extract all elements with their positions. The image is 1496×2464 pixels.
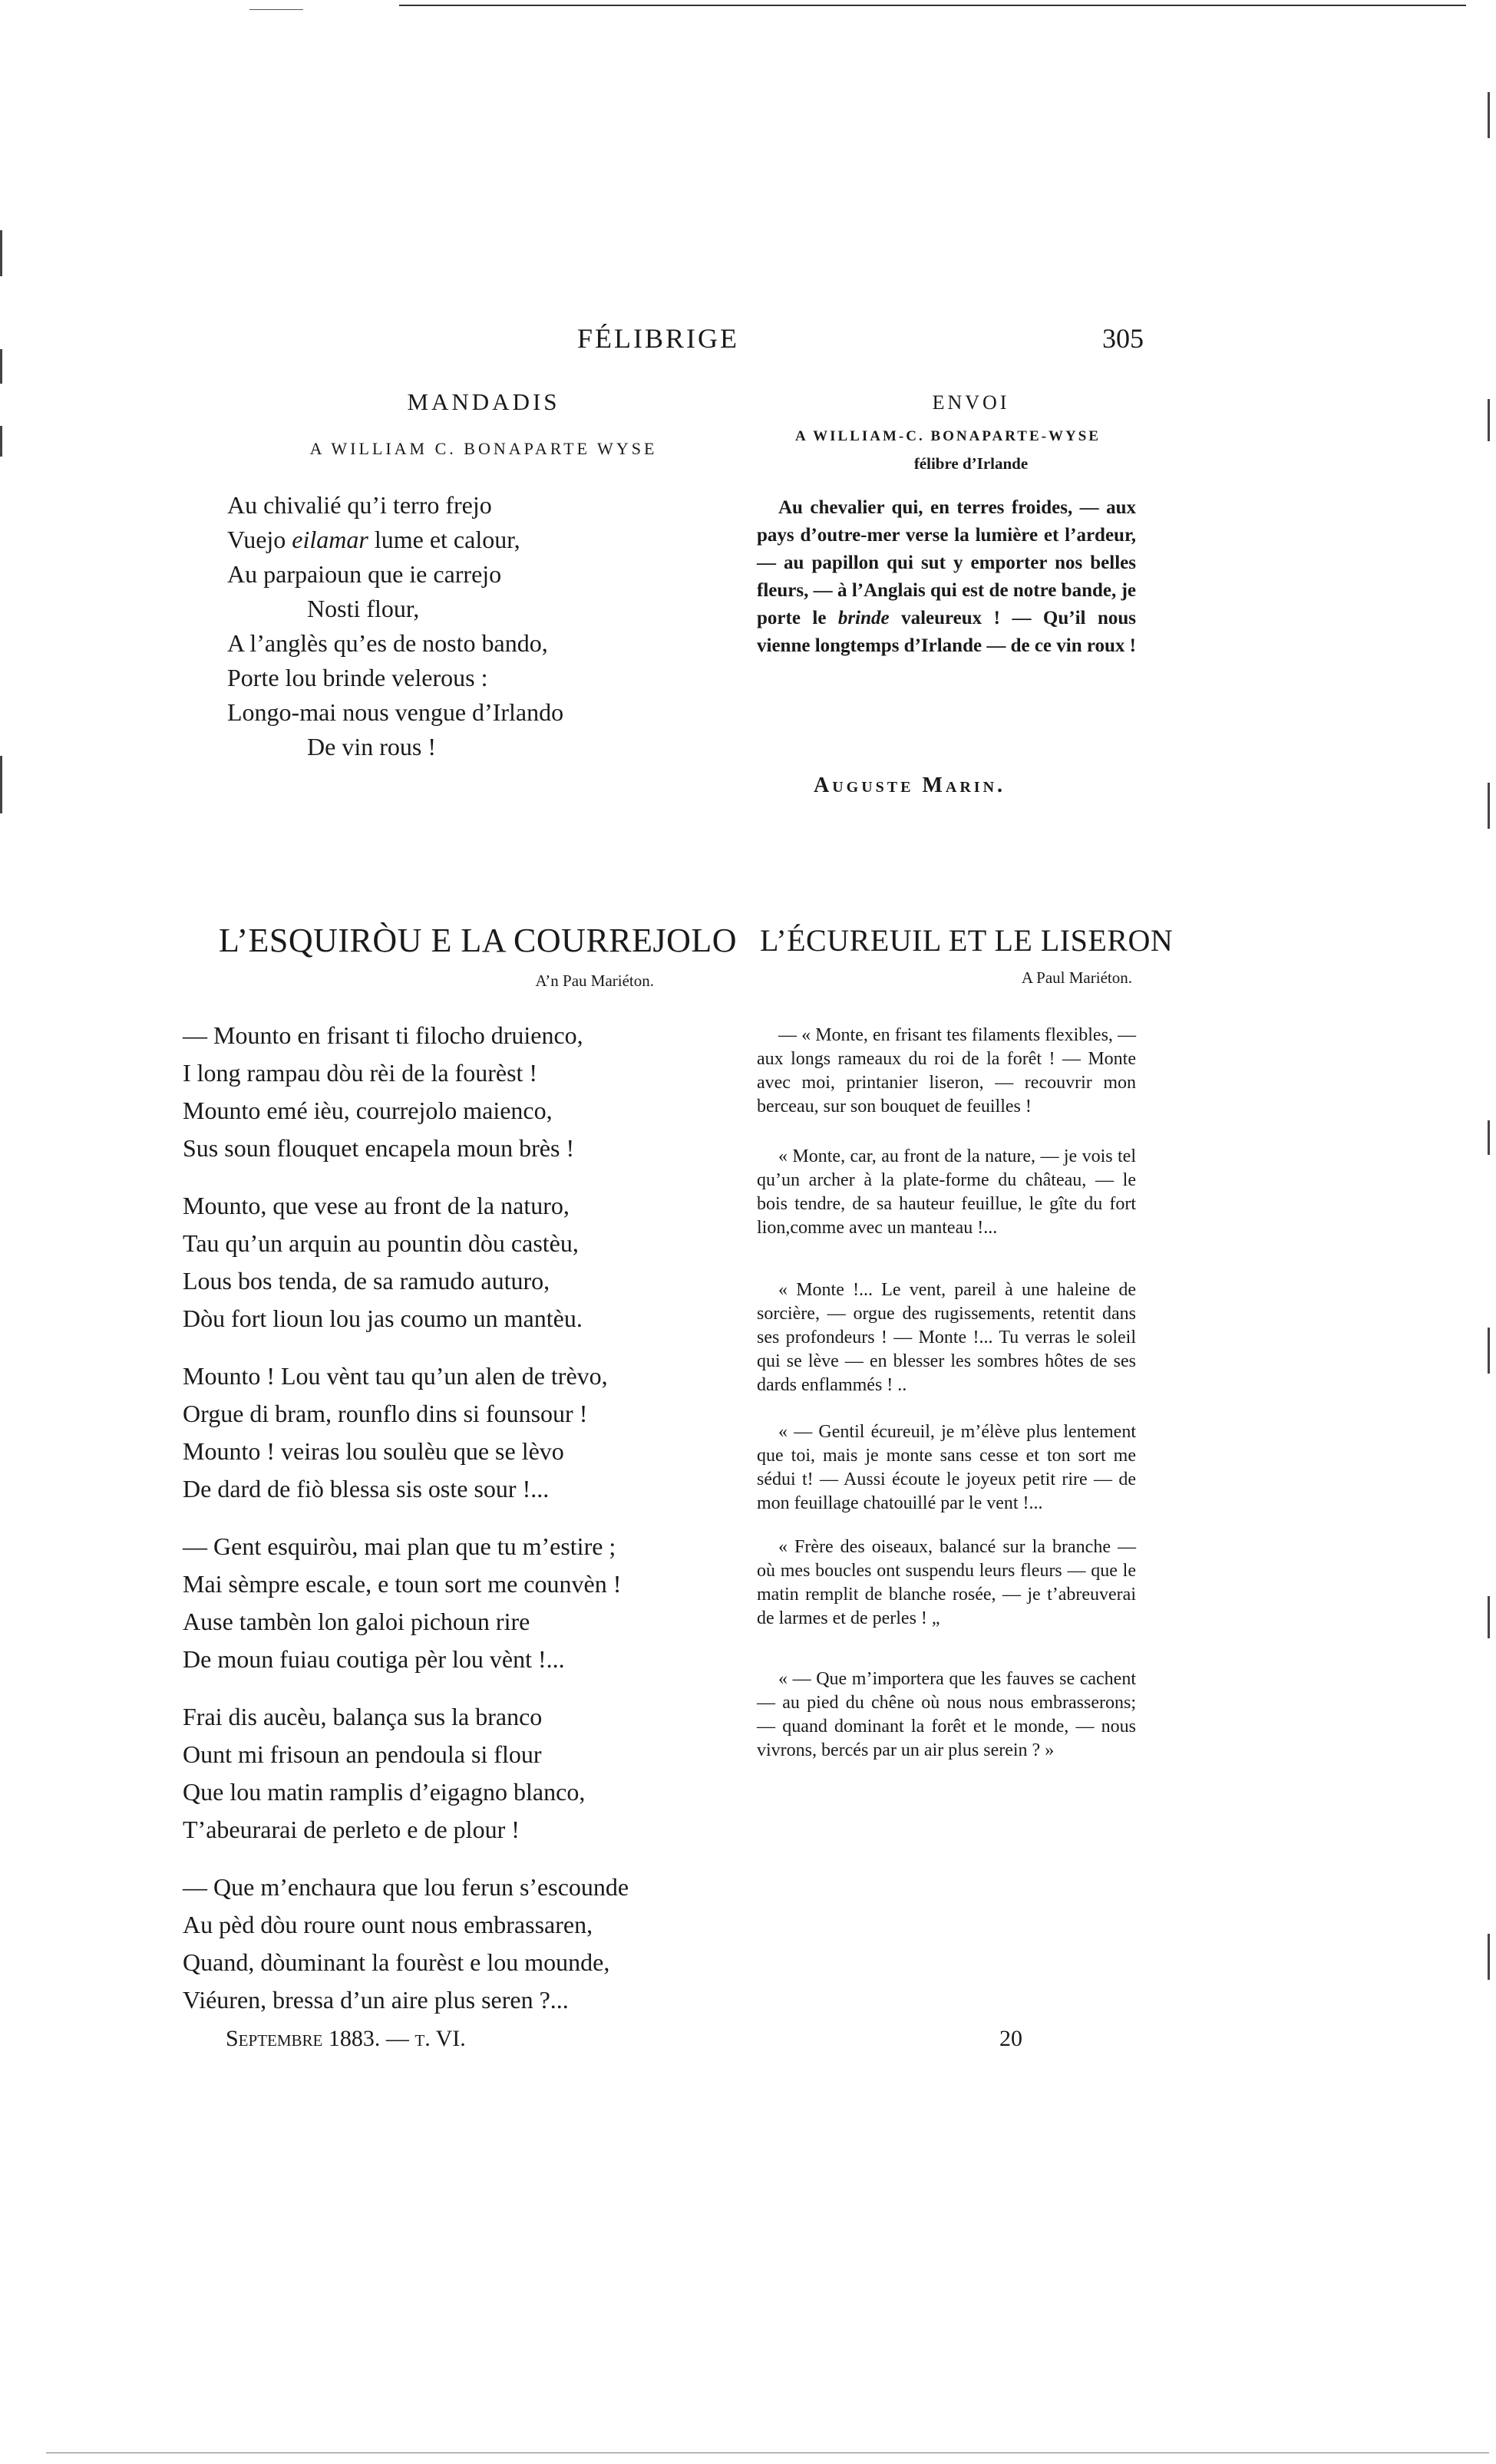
envoi-signature: Auguste Marin. [814,774,1006,797]
poem-line: Sus soun flouquet encapela moun brès ! [183,1134,575,1162]
poem-line: T’abeurarai de perleto e de plour ! [183,1816,520,1843]
poem-line: — Que m’enchaura que lou ferun s’escounde [183,1873,629,1901]
poem-line: Mounto ! Lou vènt tau qu’un alen de trèvo, [183,1362,608,1390]
ecureuil-paragraph: « — Que m’importera que les fauves se cachent — au pied du chêne où nous nous embrasserons; — quand dominant la forêt et le monde, — nous vivrons, bercés par un air plus serein ? » [757,1669,1136,1760]
running-title: FÉLIBRIGE [577,323,739,354]
poem-line: A l’anglès qu’es de nosto bando, [227,629,548,657]
envoi-paragraph: Au chevalier qui, en terres froides, — aux pays d’outre-mer verse la lumière et l’ardeur, — au papillon qui sut y emporter nos belles fleurs, — à l’Anglais qui est de notre bande, je porte le brinde valeureux ! — Qu’il nous vienne longtemps d’Irlande — de ce vin roux ! [757,497,1136,656]
poem-line: Lous bos tenda, de sa ramudo auturo, [183,1267,550,1295]
ecureuil-paragraph: « Monte, car, au front de la nature, — je vois tel qu’un archer à la plate-forme du château, — le bois tendre, de sa hauteur feuillue, le gîte du fort lion,comme avec un manteau !... [757,1146,1136,1238]
right-edge-mark [1488,1120,1490,1155]
top-rule-right [399,5,1466,6]
poem-line: Viéuren, bressa d’un aire plus seren ?... [183,1986,569,2014]
poem-line: Au parpaioun que ie carrejo [227,560,502,588]
stanza [183,1357,689,1508]
poem-line: Au chivalié qu’i terro frejo [227,491,492,519]
stanza [183,1869,689,2019]
left-edge-mark [0,756,2,813]
stanza [183,1187,689,1338]
poem-line: Porte lou brinde velerous : [227,664,488,691]
esquirou-dedication: A’n Pau Mariéton. [535,971,654,990]
poem-line: Que lou matin ramplis d’eigagno blanco, [183,1778,586,1806]
poem-line: Au pèd dòu roure ount nous embrassaren, [183,1911,593,1938]
page-number: 305 [1102,323,1144,354]
footer-signature-mark: 20 [999,2026,1022,2051]
poem-line: De dard de fiò blessa sis oste sour !... [183,1475,550,1502]
ecureuil-dedication: A Paul Mariéton. [1021,968,1132,987]
poem-line: — Mounto en frisant ti filocho druienco, [183,1021,583,1049]
poem-line: Dòu fort lioun lou jas coumo un mantèu. [183,1305,583,1332]
poem-line: Vuejo eilamar lume et calour, [227,526,520,553]
poem-line: Mounto ! veiras lou soulèu que se lèvo [183,1437,564,1465]
esquirou-title: L’ESQUIRÒU E LA COURREJOLO [219,922,738,959]
poem-line: — Gent esquiròu, mai plan que tu m’estire ; [183,1532,616,1560]
poem-line: Longo-mai nous vengue d’Irlando [227,698,564,726]
ecureuil-paragraph: « Monte !... Le vent, pareil à une haleine de sorcière, — orgue des rugissements, retentit dans ses profondeurs ! — Monte !... Tu verras le soleil qui se lève — en blesser les sombres hôtes de ses dards enflammés ! .. [757,1280,1136,1395]
mandadis-title: MANDADIS [407,388,560,415]
left-edge-mark [0,426,2,457]
left-edge-mark [0,349,2,384]
poem-line: Tau qu’un arquin au pountin dòu castèu, [183,1229,579,1257]
bottom-rule [46,2452,1489,2453]
envoi-dedication-sub: félibre d’Irlande [913,454,1029,473]
poem-line: Mounto emé ièu, courrejolo maienco, [183,1097,553,1124]
envoi-text [757,494,1136,660]
poem-line: Ause tambèn lon galoi pichoun rire [183,1608,530,1635]
poem-line: Ount mi frisoun an pendoula si flour [183,1740,542,1768]
poem-line: De vin rous ! [307,733,436,760]
envoi-dedication: A WILLIAM-C. BONAPARTE-WYSE [795,428,1101,444]
right-edge-mark [1488,783,1490,829]
poem-line: Orgue di bram, rounflo dins si founsour ! [183,1400,588,1427]
stanza [183,1698,689,1849]
left-edge-mark [0,230,2,276]
poem-line: Quand, dòuminant la fourèst e lou mounde, [183,1948,610,1976]
right-edge-mark [1488,1328,1490,1374]
ecureuil-paragraph: « — Gentil écureuil, je m’élève plus lentement que toi, mais je monte sans cesse et ton sort me sédui t! — Aussi écoute le joyeux petit rire — de mon feuillage chatouillé par le vent !... [757,1422,1136,1513]
envoi-title: ENVOI [932,391,1010,414]
poem-line: Mounto, que vese au front de la naturo, [183,1192,570,1219]
mandadis-dedication: A WILLIAM C. BONAPARTE WYSE [309,439,658,458]
poem-line: Frai dis aucèu, balança sus la branco [183,1703,543,1730]
esquirou-poem [183,1017,689,2019]
mandadis-poem [227,488,688,764]
poem-line: De moun fuiau coutiga pèr lou vènt !... [183,1645,565,1673]
footer-date-volume: Septembre 1883. — t. VI. [226,2026,466,2051]
right-edge-mark [1488,399,1490,441]
stanza [183,1528,689,1678]
stanza [183,1017,689,1167]
running-head [184,322,1144,361]
ecureuil-text [757,1024,1136,1763]
right-edge-mark [1488,1934,1490,1980]
right-edge-mark [1488,1596,1490,1638]
ecureuil-title: L’ÉCUREUIL ET LE LISERON [760,923,1174,958]
ecureuil-paragraph: « Frère des oiseaux, balancé sur la branche — où mes boucles ont suspendu leurs fleurs — que le matin remplit de blanche rosée, — je t’abreuverai de larmes et de perles ! „ [757,1537,1136,1628]
right-edge-mark [1488,92,1490,138]
ecureuil-paragraph: — « Monte, en frisant tes filaments flexibles, — aux longs rameaux du roi de la forêt ! — Monte avec moi, printanier liseron, — recouvrir mon berceau, sur son bouquet de feuilles ! [757,1025,1136,1117]
top-rule-left [249,9,303,10]
poem-line: I long rampau dòu rèi de la fourèst ! [183,1059,538,1087]
poem-line: Nosti flour, [307,595,420,622]
poem-line: Mai sèmpre escale, e toun sort me counvèn ! [183,1570,622,1598]
